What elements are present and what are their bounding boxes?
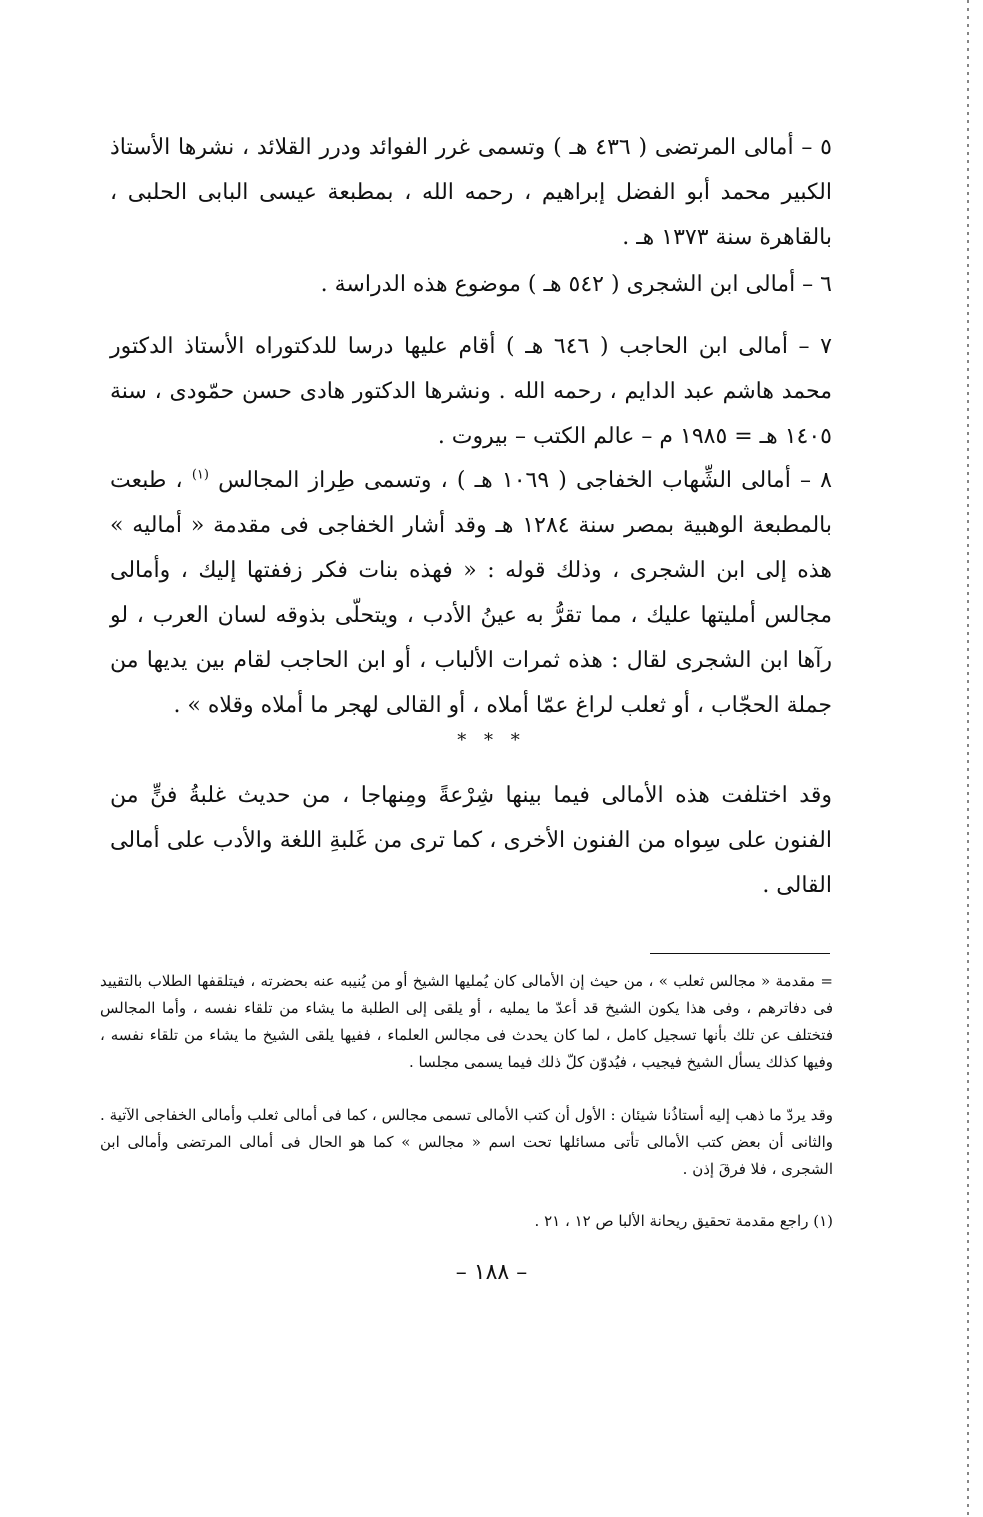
footnote-reference: (١) <box>191 467 209 483</box>
footnote-comment: وقد يردّ ما ذهب إليه أستاذُنا شيئان : الأول أن كتب الأمالى تسمى مجالس ، كما فى أمالى ثعلب وأمالى الخفاجى الآتية . والثانى أن بعض كتب الأمالى تأتى مسائلها تحت اسم « مجالس » كما هو الحال فى أمالى المرتضى وأمالى ابن الشجرى ، فلا فرقَ إذن . <box>100 1106 833 1178</box>
list-item-5: ٥ – أمالى المرتضى ( ٤٣٦ هـ ) وتسمى غرر الفوائد ودرر القلائد ، نشرها الأستاذ الكبير محمد أبو الفضل إبراهيم ، رحمه الله ، بمطبعة عيسى البابى الحلبى ، بالقاهرة سنة ١٣٧٣ هـ . <box>110 135 832 250</box>
list-item-6: ٦ – أمالى ابن الشجرى ( ٥٤٢ هـ ) موضوع هذه الدراسة . <box>320 272 832 297</box>
list-item-8-text-start: ٨ – أمالى الشِّهاب الخفاجى ( ١٠٦٩ هـ ) ، وتسمى طِراز المجالس <box>218 468 832 493</box>
footnote-1: (١) راجع مقدمة تحقيق ريحانة الألبا ص ١٢ ، ٢١ . <box>534 1212 833 1230</box>
footnote-separator <box>650 953 830 954</box>
list-item-8-text-rest: ، طبعت بالمطبعة الوهبية بمصر سنة ١٢٨٤ هـ وقد أشار الخفاجى فى مقدمة « أماليه » هذه إلى ابن الشجرى ، وذلك قوله : « فهذه بنات فكر زففتها إليك ، وأمالى مجالس أمليتها عليك ، مما تقرُّ به عينُ الأدب ، ويتحلّى بذوقه لسان العرب ، لو رآها ابن الشجرى لقال : هذه ثمرات الألباب ، أو ابن الحاجب لقام بين يديها من جملة الحجّاب ، أو ثعلب لراغ عمّا أملاه ، أو القالى لهجر ما أملاه وقلاه » . <box>110 468 832 718</box>
page-number: – ١٨٨ – <box>455 1260 528 1285</box>
footnote-continued: = مقدمة « مجالس ثعلب » ، من حيث إن الأمالى كان يُمليها الشيخ أو من يُنيبه عنه بحضرته ، فيتلقفها الطلاب بالتقييد فى دفاترهم ، وفى هذا يكون الشيخ قد أعدّ ما يمليه ، أو يلقى إلى الطلبة ما يشاء من تلقاء نفسه ، وأما المجالس فتختلف عن تلك بأنها تسجيل كامل ، لما كان يحدث فى مجالس العلماء ، ففيها يلقى الشيخ ما يشاء من تلقاء نفسه ، وفيها كذلك يسأل الشيخ فيجيب ، فيُدوّن كلّ ذلك فيما يسمى مجلسا . <box>100 972 833 1071</box>
list-item-7: ٧ – أمالى ابن الحاجب ( ٦٤٦ هـ ) أقام عليها درسا للدكتوراه الأستاذ الدكتور محمد هاشم عبد الدايم ، رحمه الله . ونشرها الدكتور هادى حسن حمّودى ، سنة ١٤٠٥ هـ = ١٩٨٥ م – عالم الكتب – بيروت . <box>110 334 832 449</box>
section-separator-stars: * * * <box>457 730 526 751</box>
scan-edge-marks <box>967 0 969 1517</box>
closing-paragraph: وقد اختلفت هذه الأمالى فيما بينها شِرْعةً ومِنهاجا ، من حديث غلبةُ فنٍّ من الفنون على سِواه من الفنون الأخرى ، كما ترى من غَلبةِ اللغة والأدب على أمالى القالى . <box>110 783 832 898</box>
list-item-8 <box>110 458 832 728</box>
